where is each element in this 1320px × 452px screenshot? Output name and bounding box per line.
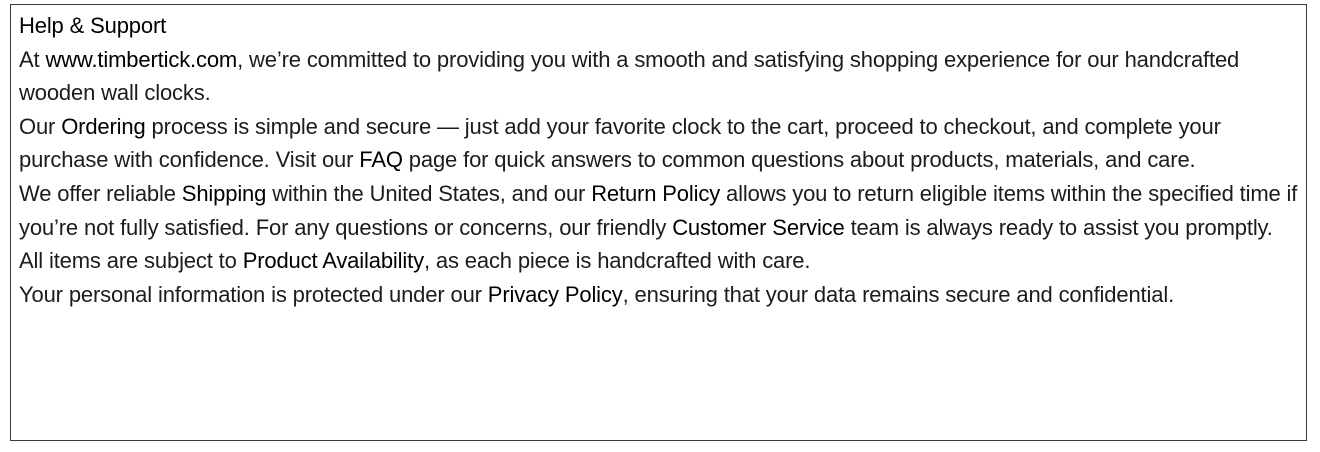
shipping-text-d: team is always ready to assist you promptly. [844,214,1273,240]
availability-text-a: All items are subject to [19,248,243,274]
panel-title: Help & Support [19,13,167,38]
privacy-text-a: Your personal information is protected under our [19,281,488,307]
intro-text-b: , we’re committed to providing you with a smooth and satisfying shopping experience for our handcrafted wooden wall clocks. [19,46,1240,106]
availability-paragraph [19,244,1298,278]
intro-paragraph [19,43,1298,110]
help-support-panel [10,4,1307,441]
privacy-policy-link[interactable]: Privacy Policy [487,281,623,307]
shipping-text-b: within the United States, and our [266,180,592,206]
availability-text-b: , as each piece is handcrafted with care. [423,248,811,274]
shipping-text-c: allows you to return eligible items within the specified time if you’re not fully satisfied. For any questions or concerns, our friendly [19,180,1298,240]
return-policy-link[interactable]: Return Policy [591,180,721,206]
ordering-text-b: process is simple and secure — just add your favorite clock to the cart, proceed to checkout, and complete your purchase with confidence. Visit our [19,113,1221,173]
ordering-text-a: Our [19,113,62,139]
intro-text-a: At [19,46,46,72]
site-link[interactable]: www.timbertick.com [45,46,238,72]
customer-service-link[interactable]: Customer Service [672,214,845,240]
product-availability-link[interactable]: Product Availability [242,248,424,274]
shipping-link[interactable]: Shipping [181,180,267,206]
ordering-link[interactable]: Ordering [61,113,146,139]
faq-link[interactable]: FAQ [359,147,403,173]
ordering-text-c: page for quick answers to common questions about products, materials, and care. [402,147,1196,173]
shipping-paragraph [19,177,1298,244]
ordering-paragraph [19,110,1298,177]
privacy-text-b: , ensuring that your data remains secure and confidential. [622,281,1175,307]
shipping-text-a: We offer reliable [19,180,182,206]
privacy-paragraph [19,278,1298,312]
